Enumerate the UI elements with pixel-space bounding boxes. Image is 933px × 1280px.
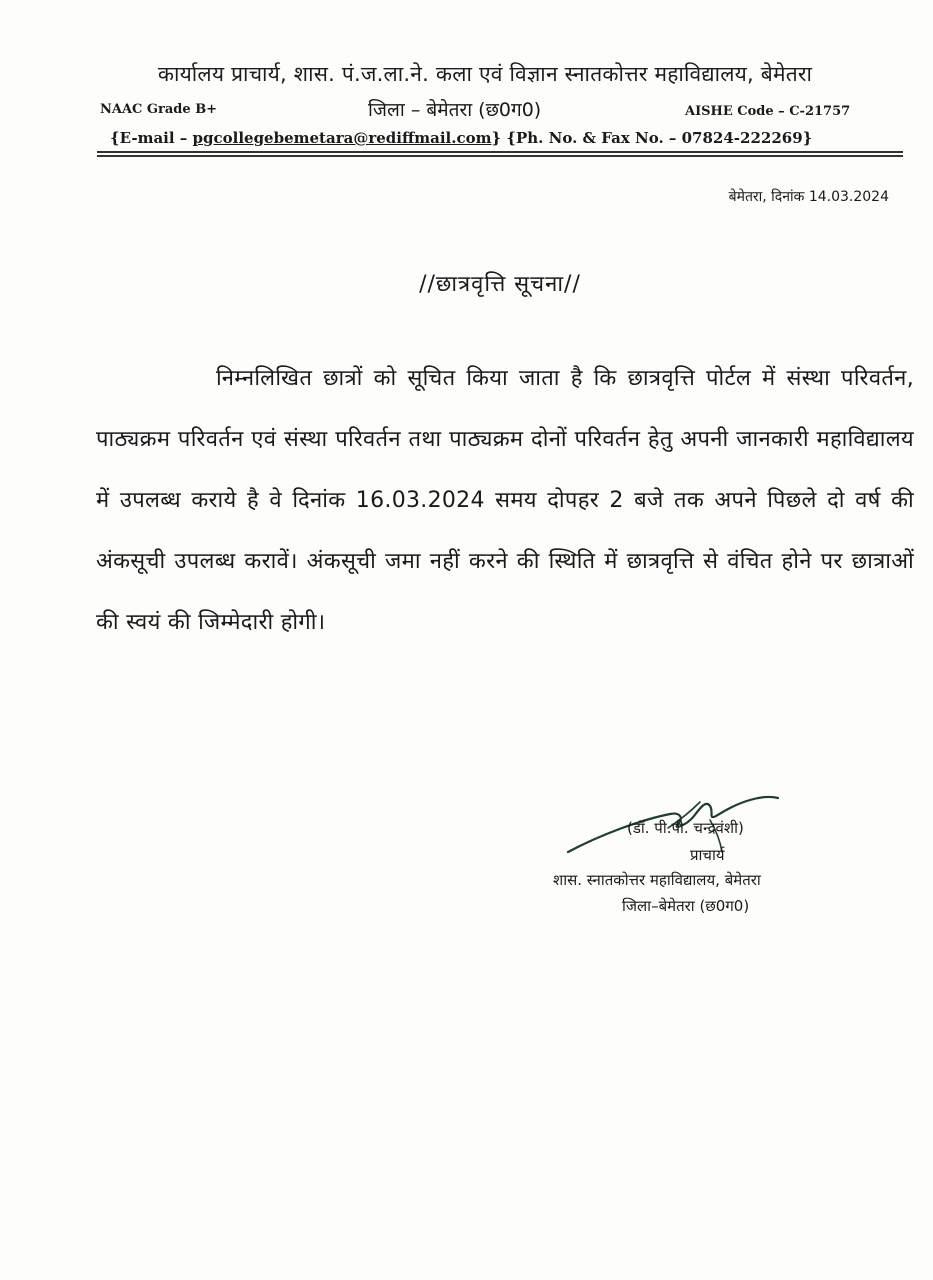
header-district: जिला – बेमेतरा (छ0ग0)	[368, 99, 542, 121]
office-title: कार्यालय प्राचार्य, शास. पं.ज.ला.ने. कला एवं विज्ञान स्नातकोत्तर महाविद्यालय, बेमेतरा	[157, 62, 813, 86]
signatory-name: (डॉ. पी.पी. चन्द्रवंशी)	[627, 819, 744, 837]
email-prefix: {E-mail –	[110, 129, 193, 147]
notice-title: //छात्रवृत्ति सूचना//	[419, 272, 581, 297]
email-link[interactable]: pgcollegebemetara@rediffmail.com	[192, 129, 492, 147]
signatory-college: शास. स्नातकोत्तर महाविद्यालय, बेमेतरा	[553, 871, 761, 889]
naac-grade: NAAC Grade B+	[100, 102, 218, 117]
header-divider-top	[97, 151, 903, 153]
header-divider-bottom	[97, 155, 903, 157]
signatory-designation: प्राचार्य	[690, 846, 725, 864]
notice-body: निम्नलिखित छात्रों को सूचित किया जाता है कि छात्रवृत्ति पोर्टल में संस्था परिवर्तन, पाठ्यक्रम परिवर्तन एवं संस्था परिवर्तन तथा पाठ्यक्रम दोनों परिवर्तन हेतु अपनी जानकारी महाविद्यालय में उपलब्ध कराये है वे दिनांक 16.03.2024 समय दोपहर 2 बजे तक अपने पिछले दो वर्ष की अंकसूची उपलब्ध करावें। अंकसूची जमा नहीं करने की स्थिति में छात्रवृत्ति से वंचित होने पर छात्राओं की स्वयं की जिम्मेदारी होगी।	[96, 366, 914, 635]
aishe-code: AISHE Code – C-21757	[685, 104, 851, 119]
contact-line	[110, 129, 880, 147]
phone-fax: } {Ph. No. & Fax No. – 07824-222269}	[491, 129, 813, 147]
header-info-row	[100, 96, 860, 124]
date-line: बेमेतरा, दिनांक 14.03.2024	[728, 189, 889, 205]
signatory-district: जिला–बेमेतरा (छ0ग0)	[622, 897, 750, 915]
